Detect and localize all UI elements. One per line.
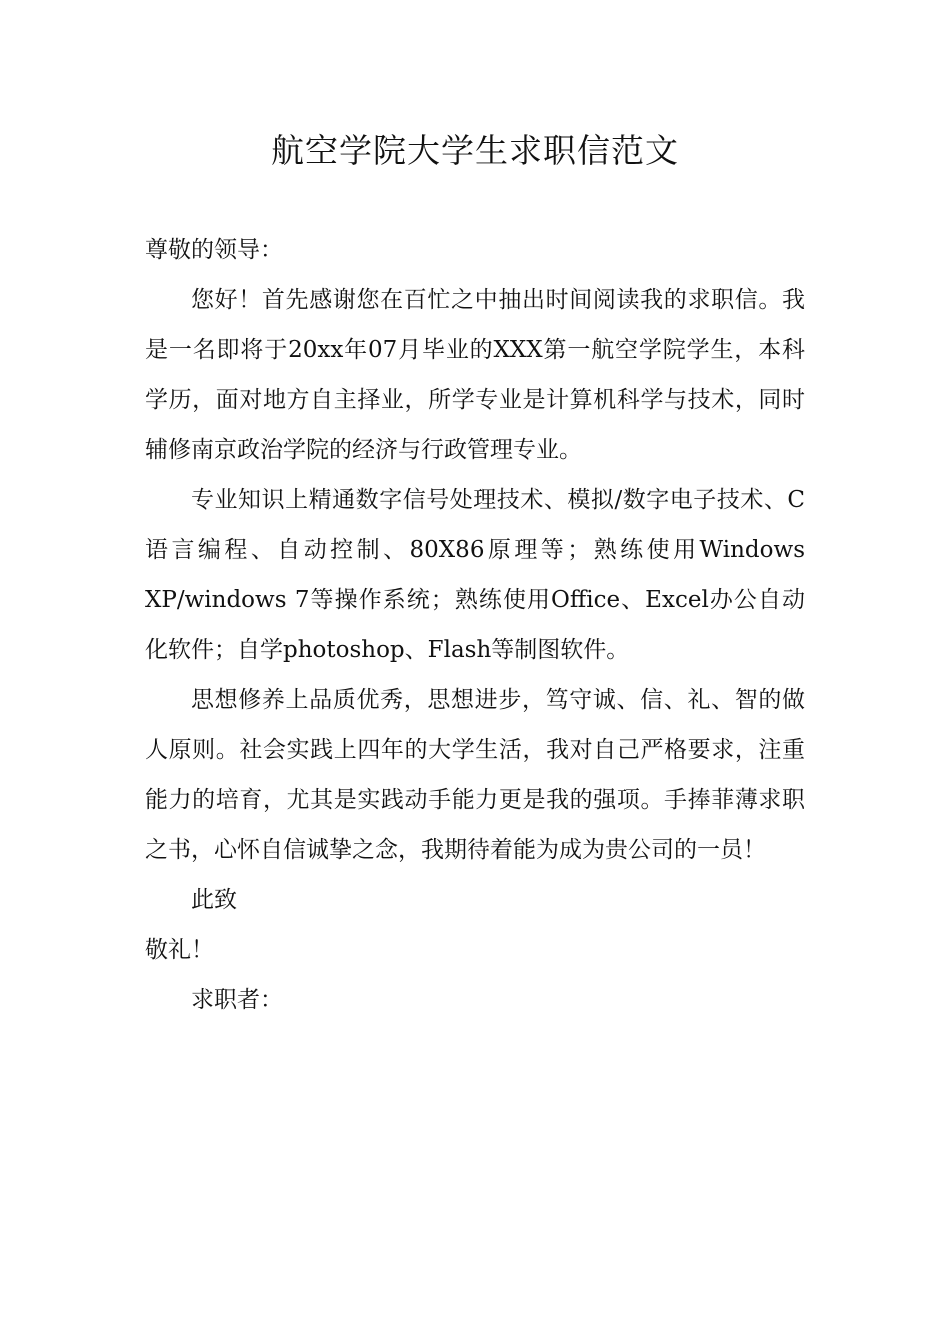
closing: 此致: [191, 887, 237, 913]
salutation: 尊敬的领导：: [145, 237, 283, 263]
signature: 求职者：: [191, 987, 283, 1013]
paragraph-intro: 您好！首先感谢您在百忙之中抽出时间阅读我的求职信。我是一名即将于20xx年07月毕业的XXX第一航空学院学生，本科学历，面对地方自主择业，所学专业是计算机科学与技术，同时辅修南京政治学院的经济与行政管理专业。: [145, 287, 805, 463]
letter-body: [145, 225, 805, 1025]
paragraph-character: 思想修养上品质优秀，思想进步，笃守诚、信、礼、智的做人原则。社会实践上四年的大学生活，我对自己严格要求，注重能力的培育，尤其是实践动手能力更是我的强项。手捧菲薄求职之书，心怀自信诚挚之念，我期待着能为成为贵公司的一员！: [145, 687, 805, 863]
regards: 敬礼！: [145, 937, 214, 963]
paragraph-skills: 专业知识上精通数字信号处理技术、模拟/数字电子技术、C语言编程、自动控制、80X86原理等；熟练使用Windows XP/windows 7等操作系统；熟练使用Office、Excel办公自动化软件；自学photoshop、Flash等制图软件。: [145, 487, 805, 663]
document-title: 航空学院大学生求职信范文: [271, 131, 679, 170]
